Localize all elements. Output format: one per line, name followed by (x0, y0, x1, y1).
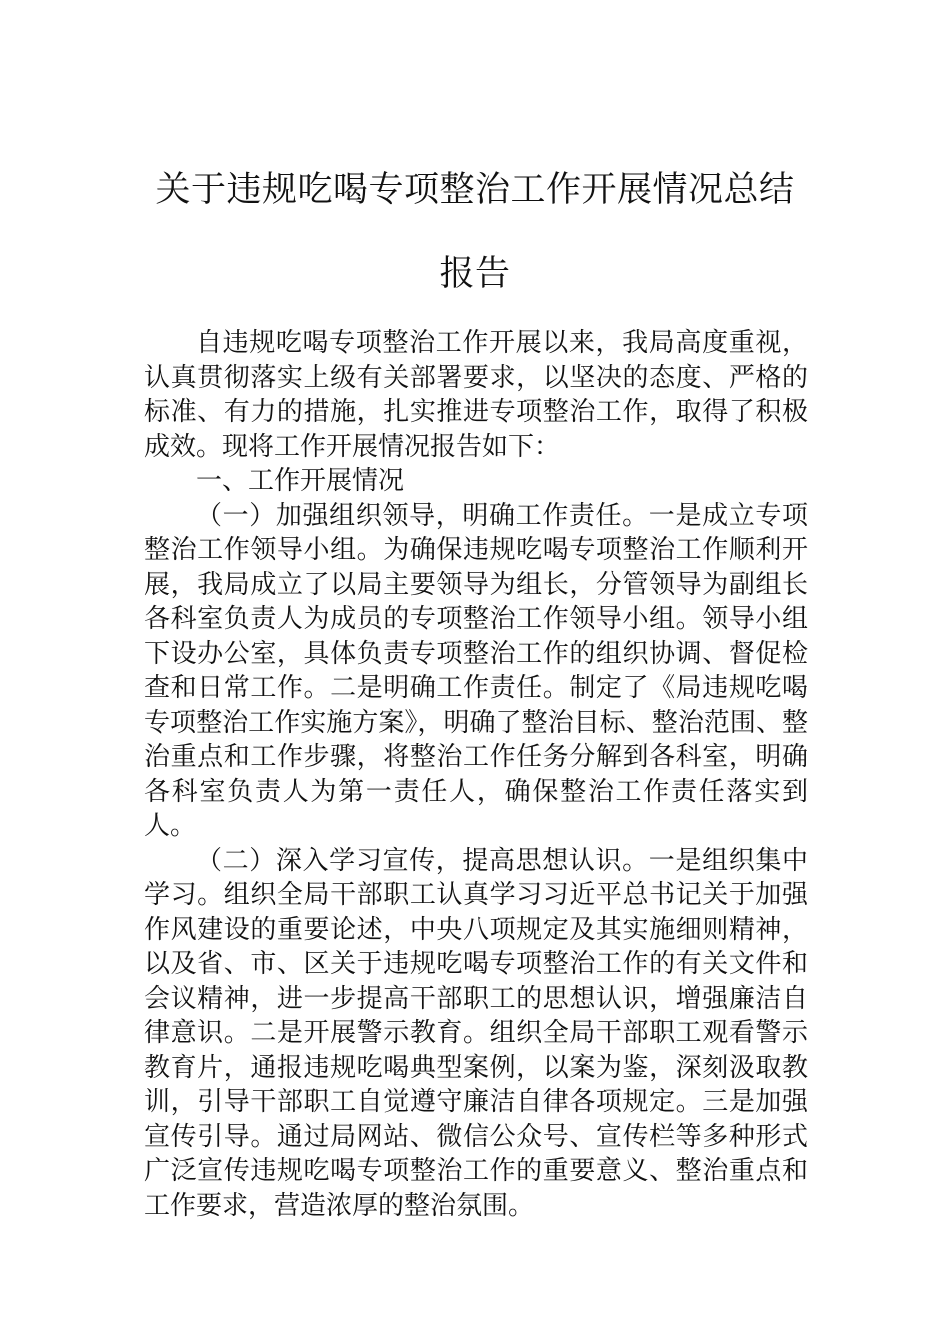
section-heading: 一、工作开展情况 (196, 466, 405, 496)
document-body (144, 326, 808, 1223)
intro-paragraph: 自违规吃喝专项整治工作开展以来，我局高度重视，认真贯彻落实上级有关部署要求，以坚决的态度、严格的标准、有力的措施，扎实推进专项整治工作，取得了积极成效。现将工作开展情况报告如下： (144, 328, 808, 462)
document-title: 关于违规吃喝专项整治工作开展情况总结报告 (155, 170, 795, 294)
body-paragraph: （二）深入学习宣传，提高思想认识。一是组织集中学习。组织全局干部职工认真学习习近平总书记关于加强作风建设的重要论述，中央八项规定及其实施细则精神，以及省、市、区关于违规吃喝专项整治工作的有关文件和会议精神，进一步提高干部职工的思想认识，增强廉洁自律意识。二是开展警示教育。组织全局干部职工观看警示教育片，通报违规吃喝典型案例，以案为鉴，深刻汲取教训，引导干部职工自觉遵守廉洁自律各项规定。三是加强宣传引导。通过局网站、微信公众号、宣传栏等多种形式广泛宣传违规吃喝专项整治工作的重要意义、整治重点和工作要求，营造浓厚的整治氛围。 (144, 845, 808, 1221)
body-paragraph: （一）加强组织领导，明确工作责任。一是成立专项整治工作领导小组。为确保违规吃喝专项整治工作顺利开展，我局成立了以局主要领导为组长，分管领导为副组长各科室负责人为成员的专项整治工作领导小组。领导小组下设办公室，具体负责专项整治工作的组织协调、督促检查和日常工作。二是明确工作责任。制定了《局违规吃喝专项整治工作实施方案》，明确了整治目标、整治范围、整治重点和工作步骤，将整治工作任务分解到各科室，明确各科室负责人为第一责任人，确保整治工作责任落实到人。 (144, 500, 808, 841)
